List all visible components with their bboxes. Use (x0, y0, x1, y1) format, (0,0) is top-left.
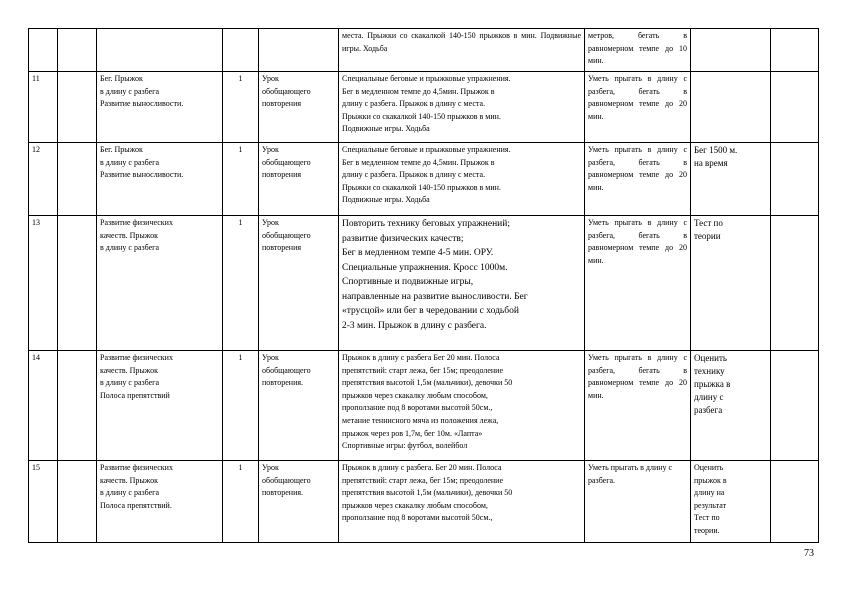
table-row (29, 143, 819, 216)
cell-control (691, 216, 771, 351)
cell-hours: 1 (223, 72, 259, 143)
cell-topic (97, 29, 223, 72)
lesson-type-text: Урок обобщающего повторения (262, 74, 311, 109)
topic-text: Бег. Прыжок в длину с разбега Развитие выносливости. (100, 145, 184, 180)
cell-num: 13 (29, 216, 58, 351)
cell-control (691, 29, 771, 72)
cell-date (58, 29, 97, 72)
cell-extra (771, 351, 819, 461)
cell-requirements: Уметь прыгать в длину с разбега, бегать в равномерном темпе до 20 мин. (585, 72, 691, 143)
cell-lesson-type (259, 72, 339, 143)
cell-lesson-type (259, 143, 339, 216)
cell-hours: 1 (223, 351, 259, 461)
cell-hours: 1 (223, 143, 259, 216)
cell-date (58, 461, 97, 543)
lesson-type-text: Урок обобщающего повторения (262, 145, 311, 180)
cell-extra (771, 72, 819, 143)
cell-lesson-type (259, 29, 339, 72)
cell-content (339, 216, 585, 351)
cell-num: 11 (29, 72, 58, 143)
cell-lesson-type (259, 461, 339, 543)
cell-requirements: Уметь прыгать в длину с разбега, бегать в равномерном темпе до 20 мин. (585, 143, 691, 216)
topic-text: Развитие физических качеств. Прыжок в длину с разбега Полоса препятствий. (100, 463, 173, 510)
topic-text: Развитие физических качеств. Прыжок в длину с разбега (100, 218, 173, 253)
cell-control (691, 72, 771, 143)
lesson-type-text: Урок обобщающего повторения. (262, 353, 311, 388)
cell-topic (97, 216, 223, 351)
cell-requirements: Уметь прыгать в длину с разбега. (585, 461, 691, 543)
cell-date (58, 72, 97, 143)
cell-hours: 1 (223, 216, 259, 351)
cell-date (58, 143, 97, 216)
lesson-type-text: Урок обобщающего повторения (262, 218, 311, 253)
cell-content (339, 143, 585, 216)
control-text: Оценить технику прыжка в длину с разбега (694, 353, 731, 415)
table-row (29, 461, 819, 543)
cell-requirements: Уметь прыгать в длину с разбега, бегать в равномерном темпе до 20 мин. (585, 216, 691, 351)
topic-text: Развитие физических качеств. Прыжок в длину с разбега Полоса препятствий (100, 353, 173, 400)
cell-extra (771, 216, 819, 351)
cell-num (29, 29, 58, 72)
cell-topic (97, 461, 223, 543)
control-text: Бег 1500 м. на время (694, 145, 738, 168)
cell-date (58, 216, 97, 351)
cell-extra (771, 143, 819, 216)
cell-content (339, 351, 585, 461)
page-number: 73 (804, 548, 814, 559)
cell-lesson-type (259, 351, 339, 461)
cell-lesson-type (259, 216, 339, 351)
cell-extra (771, 461, 819, 543)
cell-requirements: метров, бегать в равномерном темпе до 10 мин. (585, 29, 691, 72)
topic-text: Бег. Прыжок в длину с разбега Развитие выносливости. (100, 74, 184, 109)
cell-num: 14 (29, 351, 58, 461)
table-row (29, 216, 819, 351)
cell-content (339, 72, 585, 143)
cell-num: 15 (29, 461, 58, 543)
content-text: Специальные беговые и прыжковые упражнения. Бег в медленном темпе до 4,5мин. Прыжок в длину с разбега. Прыжок в длину с места. Прыжки со скакалкой 140-150 прыжков в мин. Подвижные игры. Ходьба (342, 145, 511, 205)
content-text: Специальные беговые и прыжковые упражнения. Бег в медленном темпе до 4,5мин. Прыжок в длину с разбега. Прыжок в длину с места. Прыжки со скакалкой 140-150 прыжков в мин. Подвижные игры. Ходьба (342, 74, 511, 134)
cell-topic (97, 72, 223, 143)
cell-requirements: Уметь прыгать в длину с разбега, бегать в равномерном темпе до 20 мин. (585, 351, 691, 461)
content-text: Прыжок в длину с разбега Бег 20 мин. Полоса препятствий: старт лежа, бег 15м; преодоление препятствия высотой 1,5м (мальчики), девочки 50 прыжков через скакалку любым способом, проползание под 8 воротами высотой 50см., метание теннисного мяча из положения лежа, прыжок через ров 1,7м, бег 10м. «Лапта» Спортивные игры: футбол, волейбол (342, 353, 513, 451)
cell-hours (223, 29, 259, 72)
cell-date (58, 351, 97, 461)
cell-content: места. Прыжки со скакалкой 140-150 прыжков в мин. Подвижные игры. Ходьба (339, 29, 585, 72)
table-row (29, 351, 819, 461)
cell-num: 12 (29, 143, 58, 216)
cell-extra (771, 29, 819, 72)
cell-control (691, 461, 771, 543)
cell-topic (97, 143, 223, 216)
content-text: Прыжок в длину с разбега. Бег 20 мин. Полоса препятствий: старт лежа, бег 15м; преодоление препятствия высотой 1,5м (мальчики), девочки 50 прыжков через скакалку любым способом, проползание под 8 воротами высотой 50см., (342, 463, 513, 523)
cell-control (691, 143, 771, 216)
table-row (29, 72, 819, 143)
cell-control (691, 351, 771, 461)
cell-content (339, 461, 585, 543)
cell-topic (97, 351, 223, 461)
control-text: Тест по теории (694, 218, 723, 241)
content-text: Повторить технику беговых упражнений; развитие физических качеств; Бег в медленном темпе 4-5 мин. ОРУ. Специальные упражнения. Кросс 1000м. Спортивные и подвижные игры, направленные на развитие выносливости. Бег «трусцой» или бег в чередовании с ходьбой 2-3 мин. Прыжок в длину с разбега. (342, 219, 528, 331)
lesson-type-text: Урок обобщающего повторения. (262, 463, 311, 498)
control-text: Оценить прыжок в длину на результат Тест по теории. (694, 463, 727, 535)
table-row-continuation (29, 29, 819, 72)
lesson-plan-table (28, 28, 819, 543)
cell-hours: 1 (223, 461, 259, 543)
